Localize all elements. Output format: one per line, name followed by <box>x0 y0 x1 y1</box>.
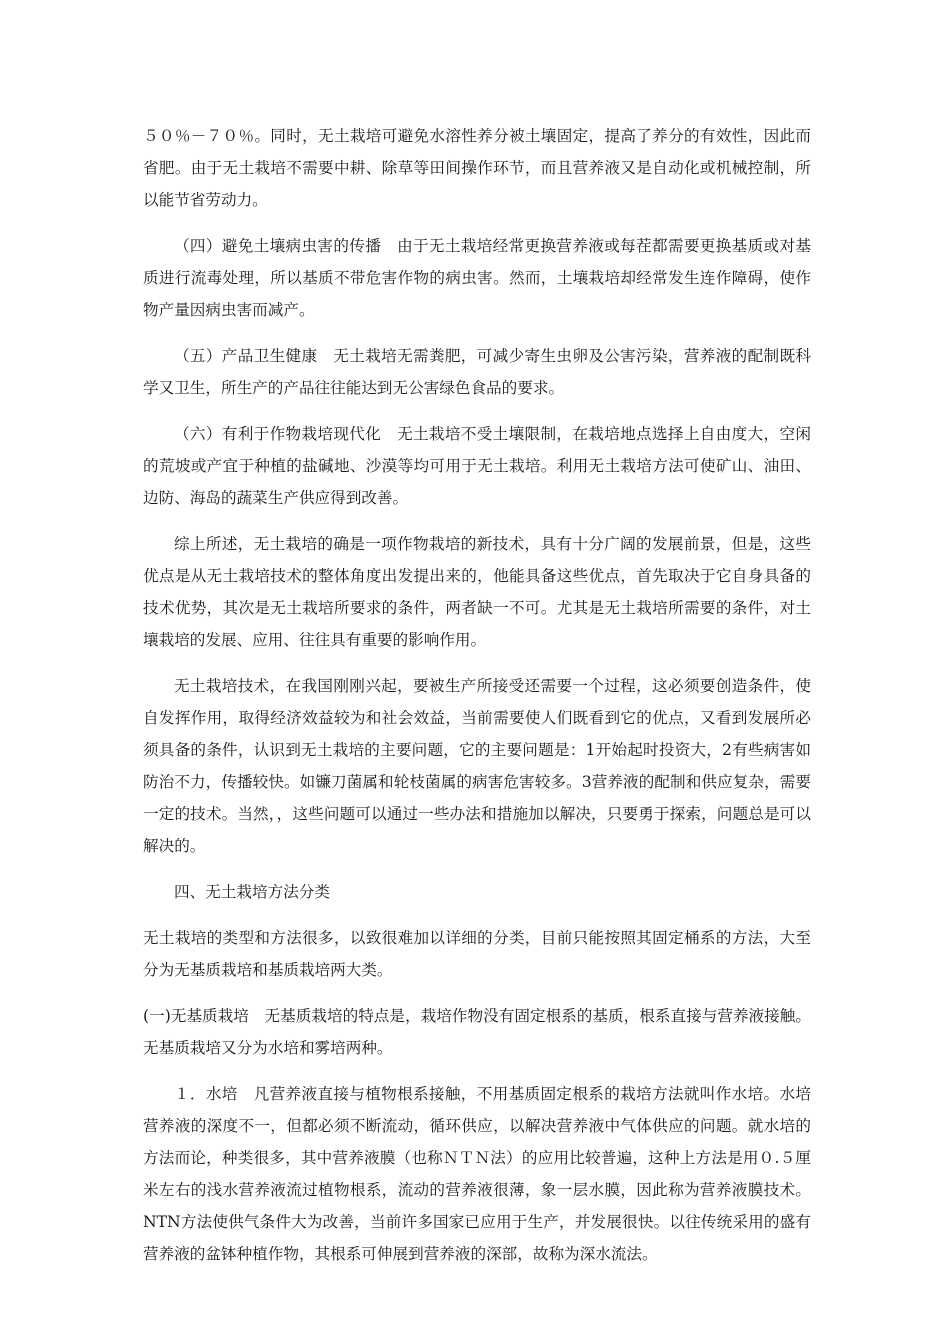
paragraph-hydroponics: １．水培 凡营养液直接与植物根系接触，不用基质固定根系的栽培方法就叫作水培。水培营养液的深度不一，但都必须不断流动，循环供应，以解决营养液中气体供应的问题。就水培的方法而论，种类很多，其中营养液膜（也称ＮＴＮ法）的应用比较普遍，这种上方法是用０.５厘米左右的浅水营养液流过植物根系，流动的营养液很薄，象一层水膜，因此称为营养液膜技术。NTN方法使供气条件大为改善，当前许多国家已应用于生产，并发展很快。以往传统采用的盛有营养液的盆钵种植作物，其根系可伸展到营养液的深部，故称为深水流法。 <box>143 1085 811 1263</box>
paragraph-modernization: （六）有利于作物栽培现代化 无土栽培不受土壤限制，在栽培地点选择上自由度大，空闲的荒坡或产宜于种植的盐碱地、沙漠等均可用于无土栽培。利用无土栽培方法可使矿山、油田、边防、海岛的蔬菜生产供应得到改善。 <box>143 425 811 507</box>
paragraph-no-substrate: (一)无基质栽培 无基质栽培的特点是，栽培作物没有固定根系的基质，根系直接与营养液接触。无基质栽培又分为水培和雾培两种。 <box>143 1007 811 1057</box>
section-heading: 四、无土栽培方法分类 <box>174 883 330 901</box>
paragraph-product-hygiene: （五）产品卫生健康 无土栽培无需粪肥，可减少寄生虫卵及公害污染，营养液的配制既科学又卫生，所生产的产品往往能达到无公害绿色食品的要求。 <box>143 347 811 397</box>
paragraph-classification: 无土栽培的类型和方法很多，以致很难加以详细的分类，目前只能按照其固定桶系的方法，大至分为无基质栽培和基质栽培两大类。 <box>143 929 811 979</box>
document-page <box>143 120 811 1284</box>
paragraph-summary: 综上所述，无土栽培的确是一项作物栽培的新技术，具有十分广阔的发展前景，但是，这些优点是从无土栽培技术的整体角度出发提出来的，他能具备这些优点，首先取决于它自身具备的技术优势，其次是无土栽培所要求的条件，两者缺一不可。尤其是无土栽培所需要的条件，对土壤栽培的发展、应用、往往具有重要的影响作用。 <box>143 535 811 649</box>
paragraph-fertilizer-labor: ５０％－７０％。同时，无土栽培可避免水溶性养分被土壤固定，提高了养分的有效性，因此而省肥。由于无土栽培不需要中耕、除草等田间操作环节，而且营养液又是自动化或机械控制，所以能节省劳动力。 <box>143 127 811 209</box>
paragraph-main-problems: 无土栽培技术，在我国刚刚兴起，要被生产所接受还需要一个过程，这必须要创造条件，使自发挥作用，取得经济效益较为和社会效益，当前需要使人们既看到它的优点，又看到发展所必须具备的条件，认识到无土栽培的主要问题，它的主要问题是：1开始起时投资大，2有些病害如防治不力，传播较快。如镰刀菌属和轮枝菌属的病害危害较多。3营养液的配制和供应复杂，需要一定的技术。当然，，这些问题可以通过一些办法和措施加以解决，只要勇于探索，问题总是可以解决的。 <box>143 677 811 855</box>
paragraph-pest-avoidance: （四）避免土壤病虫害的传播 由于无土栽培经常更换营养液或每茬都需要更换基质或对基质进行流毒处理，所以基质不带危害作物的病虫害。然而，土壤栽培却经常发生连作障碍，使作物产量因病虫害而减产。 <box>143 237 811 319</box>
